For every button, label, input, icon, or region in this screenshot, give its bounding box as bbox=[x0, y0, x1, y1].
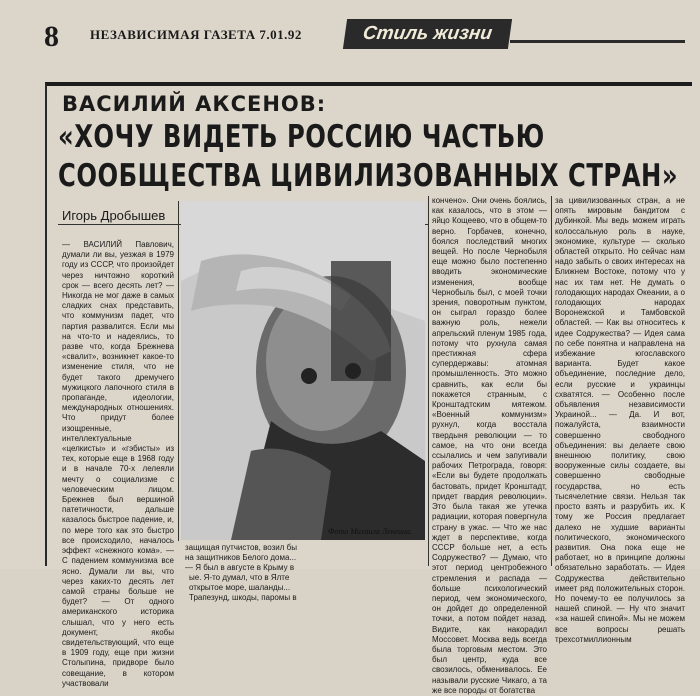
byline: Игорь Дробышев bbox=[62, 208, 166, 223]
article-column-1 bbox=[62, 240, 174, 689]
column-text: кончено». Они очень боялись, как казалось, что в этом — яйцо Кощеево, что в общем-то верно. Горбачев, конечно, боялся последствий многих вещей. Но после Чернобыля еще можно было постепенно вводить экономические изменения, вообще Чернобыль был, с моей точки зрения, поворотным пунктом, он сыграл гораздо более важную роль, нежели апрельский пленум 1985 года, потому что рухнула самая престижная сфера супердержавы: атомная промышленность. Это можно сравнить, как если бы покажется странным, с Кронштадтским мятежом. «Военный коммунизм» рухнул, когда восстала твердыня революции — то самое, на что они всегда ссылались и чем запугивали рабочих Петрограда, говоря: «Если вы будете продолжать бастовать, придет Кронштадт, придет гвардия революции». Это была такая же утечка радиации, которая повергнула страну в ужас. — Что же нас ждет в перспективе, когда СССР больше нет, а есть Содружество? — Думаю, что этот период центробежного стремления и распада — больше психологический период, чем экономического, он дойдет до определенной точки, а потом пойдет назад. Видите, как накорадил Моссовет. Москва ведь всегда была торговым местом. Это был центр, куда все свозилось, обменивалось. Ее называли русские Чикаго, а та же все породы от богатства bbox=[432, 196, 547, 695]
rubric-rule bbox=[510, 40, 685, 43]
column-text: — ВАСИЛИЙ Павлович, думали ли вы, уезжая в 1979 году из СССР, что произойдет через ничтожно короткий срок — всего десять лет? — Никогда не мог даже в самых сладких снах представить, что коммунизм падет, что партия развалится. Если мы на что-то и надеялись, то разве что, когда Брежнева «свалит», возникнет какое-то изменение стиля, что не будет такого дремучего мужицкого лапочного стиля в пропаганде, идеологии, международных отношениях. Что придут более изощренные, интеллектуальные «целкисты» и «гэбисты» из тех, которые еще в 1968 году и в начале 70-х лелеяли мечту о социализме с человеческим лицом. Брежнев был вершиной патетичности, дальше казалось быстрое падение, и, по мере того как это быстро все происходило, началось эффект «снежного кома». — С падением коммунизма все ясно. Думали ли вы, что через каких-то десять лет самой страны больше не будет? — От одного американского историка слышал, что у него есть документ, якобы свидетельствующий, что еще в 1909 году, еще при жизни Столыпина, придворе было совещание, в котором участвовали bbox=[62, 240, 174, 688]
page-number: 8 bbox=[44, 20, 59, 53]
column-text: ые. Я-то думал, что в Ялте открытое море, шаланды... Трапезунд, шкоды, паромы в bbox=[189, 573, 297, 602]
portrait-photo-image bbox=[181, 201, 425, 540]
author-heading: ВАСИЛИЙ АКСЕНОВ: bbox=[62, 92, 327, 116]
article-column-3 bbox=[432, 196, 547, 696]
article-title: «ХОЧУ ВИДЕТЬ РОССИЮ ЧАСТЬЮ СООБЩЕСТВА ЦИВИЛИЗОВАННЫХ СТРАН» bbox=[58, 119, 679, 194]
divider bbox=[178, 201, 179, 541]
divider bbox=[551, 196, 552, 566]
article-column-2-bottom bbox=[185, 543, 425, 603]
newspaper-header: НЕЗАВИСИМАЯ ГАЗЕТА 7.01.92 bbox=[90, 27, 302, 42]
divider bbox=[428, 196, 429, 566]
portrait-photo bbox=[181, 201, 425, 540]
article-column-4 bbox=[555, 196, 685, 645]
photo-caption: Фото Михаила Лекеина. bbox=[328, 527, 412, 536]
column-text: защищая путчистов, возил бы на защитников Белого дома... — Я был в августе в Крыму в bbox=[185, 543, 297, 572]
column-text: за цивилизованных стран, а не опять мировым бандитом с дубинкой. Мы ведь можем играть колоссальную роль в науке, экономике, культуре — сколько областей открыто. Но сейчас нам надо забыть о своих интересах на Ближнем Востоке, потому что у нас их там нет. Не думать о голодающих народах Океании, а о голодающих народах Воронежской и Тамбовской областей. — Как вы относитесь к идее Содружества? — Идея сама по себе понятна и направлена на избежание югославского варианта. Будет какое объединение, последние дело, если русские и украинцы схватятся. — Особенно после объявления независимости Украиной... — Да. И вот, пожалуйста, взаимности совершенно свободного объединения: вы делаете свою внешнюю политику, свою вооруженные силы создаете, вы совершенно свободные государства, но есть тысячелетние связи. Нельзя так просто взять и разрубить их. К тому же Россия предлагает далеко не худшие варианты политического, экономического развития. Она пока еще не работает, но в принципе должны обязательно заработать. — Идея Содружества действительно имеет ряд положительных сторон. Но почему-то ее получилось за нашей спиной. — Ну что значит «за нашей спиной». Мы не можем все вопросы решать трехсотмиллионным bbox=[555, 196, 685, 644]
section-rubric: Стиль жизни bbox=[343, 19, 512, 49]
